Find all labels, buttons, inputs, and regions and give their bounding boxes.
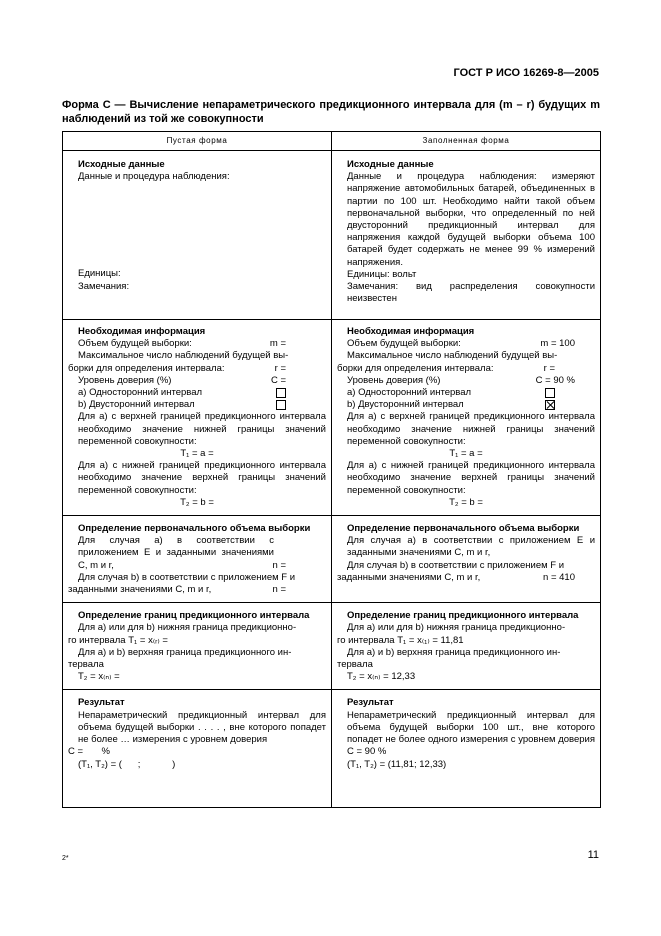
- column-header-row: [63, 132, 601, 151]
- sample-size-value: m = 100: [540, 338, 575, 350]
- section-initial-sample: [63, 516, 601, 603]
- page-number: 11: [587, 849, 599, 861]
- section-title: Результат: [78, 697, 125, 709]
- upper-bound-text: Для a) с верхней границей предикционного интервала необходимо значение нижней границы значений переменной совокупности:: [347, 411, 595, 447]
- filled-initial-sample-cell: [332, 516, 601, 603]
- one-sided-label: a) Односторонний интервал: [347, 387, 472, 399]
- units-label: Единицы:: [78, 268, 121, 280]
- blank-result-cell: [63, 690, 332, 808]
- confidence-value: C = 90 %: [535, 374, 575, 386]
- two-sided-checkbox[interactable]: [276, 400, 286, 410]
- units-text: Единицы: вольт: [347, 268, 417, 280]
- confidence-label: Уровень доверия (%): [347, 374, 441, 386]
- upper-bound-text: Для a) с верхней границей предикционного интервала необходимо значение нижней границы значений переменной совокупности:: [78, 411, 326, 447]
- section-title: Определение границ предикционного интервала: [78, 610, 310, 622]
- sheet-mark: 2*: [62, 855, 69, 862]
- interval-line: (T₁, T₂) = ( ; ): [78, 758, 176, 770]
- bounds-line-4: тервала: [68, 659, 104, 671]
- t2-line: T₂ = b =: [180, 496, 214, 508]
- t1-line: T₁ = a =: [449, 448, 483, 460]
- max-obs-label-1: Максимальное число наблюдений будущей вы-: [78, 350, 289, 362]
- section-title: Определение первоначального объема выборки: [78, 523, 311, 535]
- blank-initial-sample-cell: [63, 516, 332, 603]
- section-title: Необходимая информация: [347, 326, 475, 337]
- filled-input-data-cell: [332, 151, 601, 320]
- case-b-text-1: Для случая b) в соответствии с приложением F и: [347, 559, 565, 571]
- data-text: Данные и процедура наблюдения: измеряют напряжение автомобильных батарей, объединенных в партии по 100 шт. Необходимо найти такой объем первоначальной выборки, что определенный по ней двусторонний предикционный интервал для напряжения каждой будущей выборки объема 100 батарей будет содержать не менее 99 % измерений напряжения.: [347, 171, 595, 268]
- section-title: Результат: [347, 697, 394, 709]
- filled-result-cell: [332, 690, 601, 808]
- case-b-text-2: заданными значениями C, m и r,: [337, 571, 481, 583]
- max-obs-label-1: Максимальное число наблюдений будущей вы-: [347, 350, 558, 362]
- result-text: Непараметрический предикционный интервал для объема будущей выборки 100 шт., вне которого попадет не более одного измерения с уровнем доверия C = 90 %: [347, 709, 595, 758]
- bounds-line-1: Для a) или для b) нижняя граница предикционно-: [78, 622, 297, 634]
- section-title: Исходные данные: [347, 159, 434, 170]
- max-obs-label-2: борки для определения интервала:: [68, 362, 225, 374]
- blank-required-info-cell: [63, 320, 332, 516]
- section-title: Определение первоначального объема выборки: [347, 523, 580, 535]
- one-sided-checkbox[interactable]: [545, 388, 555, 398]
- section-result: [63, 690, 601, 808]
- confidence-line: C = %: [68, 746, 110, 758]
- t2-line: T₂ = b =: [449, 496, 483, 508]
- max-obs-value: r =: [274, 362, 286, 374]
- case-a-value: n =: [272, 559, 286, 571]
- remarks-text: Замечания: вид распределения совокупности неизвестен: [347, 281, 595, 305]
- blank-form-header: Пустая форма: [63, 132, 332, 151]
- sample-size-label: Объем будущей выборки:: [347, 338, 461, 350]
- section-required-info: [63, 320, 601, 516]
- blank-input-data-cell: [63, 151, 332, 320]
- confidence-value: C =: [270, 374, 286, 386]
- case-b-value: n =: [272, 584, 286, 596]
- case-b-text-2: заданными значениями C, m и r,: [68, 584, 212, 596]
- sample-size-value: m =: [269, 338, 286, 350]
- filled-form-header: Заполненная форма: [332, 132, 601, 151]
- section-input-data: [63, 151, 601, 320]
- blank-bounds-cell: [63, 603, 332, 690]
- lower-bound-text: Для a) с нижней границей предикционного интервала необходимо значение верхней границы значений переменной совокупности:: [347, 460, 595, 496]
- section-title: Необходимая информация: [78, 326, 206, 337]
- interval-line: (T₁, T₂) = (11,81; 12,33): [347, 758, 447, 770]
- bounds-line-2: го интервала T₁ = x₍ᵣ₎ =: [68, 634, 168, 646]
- bounds-line-2: го интервала T₁ = x₍₁₎ = 11,81: [337, 634, 464, 646]
- two-sided-checkbox-checked[interactable]: [545, 400, 555, 410]
- t1-line: T₁ = a =: [180, 448, 214, 460]
- sample-size-label: Объем будущей выборки:: [78, 338, 192, 350]
- document-code: ГОСТ Р ИСО 16269-8—2005: [453, 67, 599, 79]
- bounds-line-1: Для a) или для b) нижняя граница предикционно-: [347, 622, 566, 634]
- bounds-line-4: тервала: [337, 659, 373, 671]
- section-title: Определение границ предикционного интервала: [347, 610, 579, 622]
- confidence-label: Уровень доверия (%): [78, 374, 172, 386]
- case-b-value: n = 410: [543, 571, 575, 583]
- bounds-line-3: Для a) и b) верхняя граница предикционного ин-: [78, 646, 292, 658]
- one-sided-label: a) Односторонний интервал: [78, 387, 203, 399]
- max-obs-value: r =: [543, 362, 555, 374]
- form-title: Форма С — Вычисление непараметрического предикционного интервала для (m – r) будущих m наблюдений из той же совокупности: [62, 99, 600, 125]
- bounds-line-5: T₂ = x₍ₙ₎ = 12,33: [347, 671, 416, 683]
- max-obs-label-2: борки для определения интервала:: [337, 362, 494, 374]
- bounds-line-5: T₂ = x₍ₙ₎ =: [78, 671, 120, 683]
- case-b-text-1: Для случая b) в соответствии с приложением F и: [78, 571, 296, 583]
- two-sided-label: b) Двусторонний интервал: [78, 399, 195, 411]
- remarks-label: Замечания:: [78, 280, 130, 292]
- filled-bounds-cell: [332, 603, 601, 690]
- filled-required-info-cell: [332, 320, 601, 516]
- case-a-text: Для случая a) в соответствии с приложением Е и заданными значениями C, m и r,: [78, 535, 274, 571]
- case-a-text: Для случая a) в соответствии с приложением Е и заданными значениями C, m и r,: [347, 535, 595, 559]
- bounds-line-3: Для a) и b) верхняя граница предикционного ин-: [347, 646, 561, 658]
- data-label: Данные и процедура наблюдения:: [78, 171, 230, 183]
- one-sided-checkbox[interactable]: [276, 388, 286, 398]
- lower-bound-text: Для a) с нижней границей предикционного интервала необходимо значение верхней границы значений переменной совокупности:: [78, 460, 326, 496]
- two-sided-label: b) Двусторонний интервал: [347, 399, 464, 411]
- section-interval-bounds: [63, 603, 601, 690]
- result-text: Непараметрический предикционный интервал для объема будущей выборки . . . . , вне которого попадет не более … измерения с уровнем доверия: [78, 709, 326, 746]
- form-table: [62, 131, 601, 808]
- section-title: Исходные данные: [78, 159, 165, 170]
